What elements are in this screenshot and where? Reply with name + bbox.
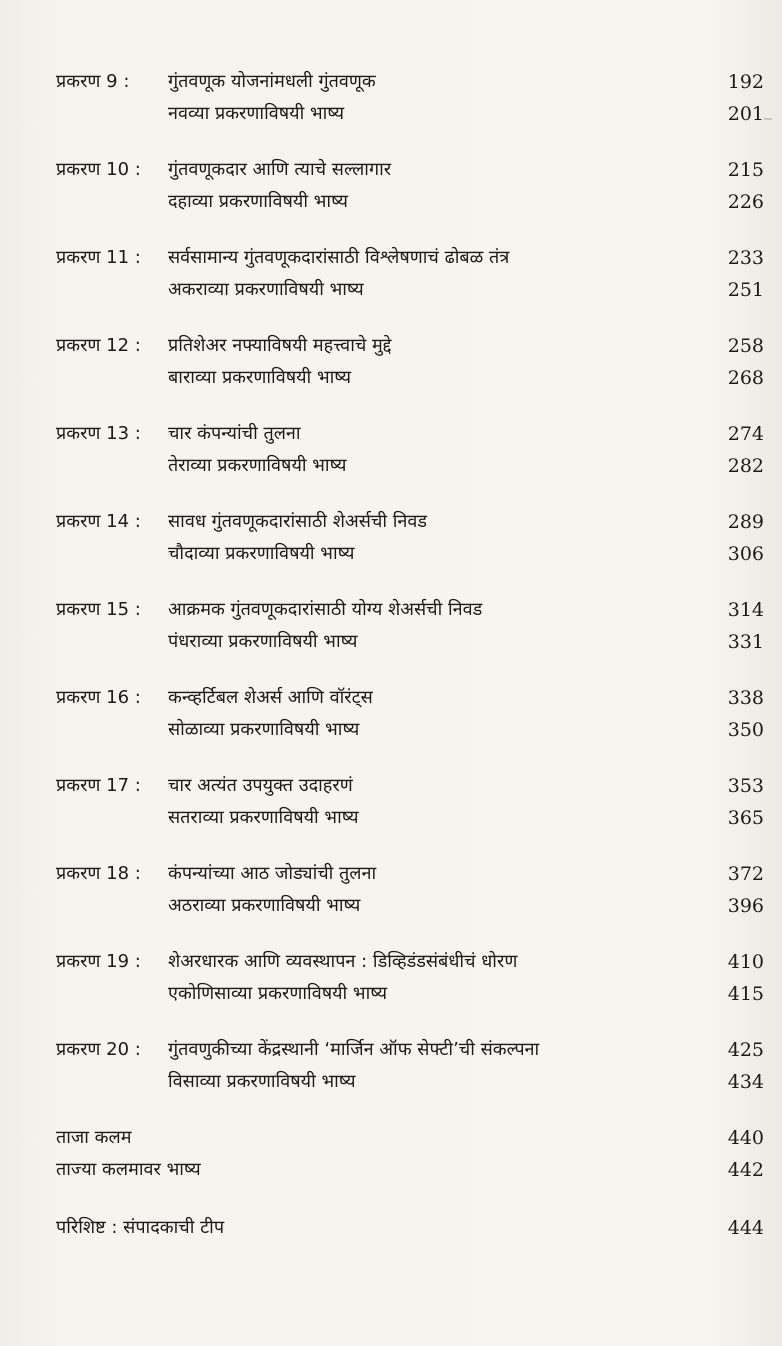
chapter-title: गुंतवणूकदार आणि त्याचे सल्लागार <box>168 159 392 180</box>
chapter-page-number: 353 <box>727 775 764 797</box>
page-blemish <box>764 118 772 120</box>
toc-entry-chapter-12 <box>56 330 764 394</box>
postscript-commentary-page-number: 442 <box>727 1159 764 1181</box>
appendix-row[interactable] <box>56 1212 764 1244</box>
chapter-label: प्रकरण 14 : <box>56 511 141 532</box>
commentary-title: पंधराव्या प्रकरणाविषयी भाष्य <box>168 631 358 652</box>
commentary-title: चौदाव्या प्रकरणाविषयी भाष्य <box>168 543 355 564</box>
chapter-title: प्रतिशेअर नफ्याविषयी महत्त्वाचे मुद्दे <box>168 335 392 356</box>
toc-entry-chapter-20 <box>56 1034 764 1098</box>
chapter-page-number: 215 <box>727 159 764 181</box>
postscript-page-number: 440 <box>727 1127 764 1149</box>
toc-entry-chapter-15 <box>56 594 764 658</box>
commentary-title: दहाव्या प्रकरणाविषयी भाष्य <box>168 191 348 212</box>
commentary-row[interactable] <box>56 538 764 570</box>
toc-entry-chapter-9 <box>56 66 764 130</box>
chapter-row[interactable] <box>56 242 764 274</box>
commentary-page-number: 396 <box>727 895 764 917</box>
chapter-label: प्रकरण 20 : <box>56 1039 141 1060</box>
toc-entry-chapter-14 <box>56 506 764 570</box>
postscript-row[interactable] <box>56 1122 764 1154</box>
postscript-title: ताजा कलम <box>56 1127 132 1148</box>
commentary-page-number: 282 <box>727 455 764 477</box>
chapter-row[interactable] <box>56 946 764 978</box>
chapter-row[interactable] <box>56 154 764 186</box>
chapter-title: गुंतवणूक योजनांमधली गुंतवणूक <box>168 71 376 92</box>
chapter-label: प्रकरण 13 : <box>56 423 141 444</box>
chapter-label: प्रकरण 11 : <box>56 247 141 268</box>
commentary-title: एकोणिसाव्या प्रकरणाविषयी भाष्य <box>168 983 388 1004</box>
toc-entry-chapter-17 <box>56 770 764 834</box>
chapter-row[interactable] <box>56 66 764 98</box>
chapter-title: गुंतवणुकीच्या केंद्रस्थानी ‘मार्जिन ऑफ सेफ्टी’ची संकल्पना <box>168 1039 540 1060</box>
chapter-row[interactable] <box>56 682 764 714</box>
commentary-title: तेराव्या प्रकरणाविषयी भाष्य <box>168 455 347 476</box>
commentary-row[interactable] <box>56 802 764 834</box>
chapter-title: आक्रमक गुंतवणूकदारांसाठी योग्य शेअर्सची निवड <box>168 599 483 620</box>
commentary-title: नवव्या प्रकरणाविषयी भाष्य <box>168 103 345 124</box>
commentary-page-number: 306 <box>727 543 764 565</box>
appendix-title: परिशिष्ट : संपादकाची टीप <box>56 1217 225 1238</box>
commentary-row[interactable] <box>56 98 764 130</box>
chapter-title: चार अत्यंत उपयुक्त उदाहरणं <box>168 775 353 796</box>
chapter-row[interactable] <box>56 418 764 450</box>
toc-entry-chapter-18 <box>56 858 764 922</box>
chapter-label: प्रकरण 16 : <box>56 687 141 708</box>
toc-extras <box>56 1122 764 1186</box>
chapter-page-number: 192 <box>727 71 764 93</box>
toc-entry-chapter-19 <box>56 946 764 1010</box>
commentary-page-number: 350 <box>727 719 764 741</box>
chapter-page-number: 258 <box>727 335 764 357</box>
commentary-row[interactable] <box>56 362 764 394</box>
toc-entry-chapter-16 <box>56 682 764 746</box>
toc-entry-chapter-11 <box>56 242 764 306</box>
commentary-row[interactable] <box>56 450 764 482</box>
commentary-row[interactable] <box>56 978 764 1010</box>
chapter-page-number: 314 <box>727 599 764 621</box>
commentary-row[interactable] <box>56 714 764 746</box>
commentary-page-number: 415 <box>727 983 764 1005</box>
postscript-commentary-row[interactable] <box>56 1154 764 1186</box>
postscript-commentary-title: ताज्या कलमावर भाष्य <box>56 1159 201 1180</box>
commentary-title: विसाव्या प्रकरणाविषयी भाष्य <box>168 1071 356 1092</box>
chapter-label: प्रकरण 15 : <box>56 599 141 620</box>
chapter-row[interactable] <box>56 506 764 538</box>
commentary-page-number: 434 <box>727 1071 764 1093</box>
chapter-label: प्रकरण 19 : <box>56 951 141 972</box>
chapter-label: प्रकरण 10 : <box>56 159 141 180</box>
chapter-label: प्रकरण 17 : <box>56 775 141 796</box>
chapter-label: प्रकरण 12 : <box>56 335 141 356</box>
chapter-row[interactable] <box>56 770 764 802</box>
chapter-title: सावध गुंतवणूकदारांसाठी शेअर्सची निवड <box>168 511 428 532</box>
table-of-contents <box>56 66 764 1244</box>
chapter-page-number: 274 <box>727 423 764 445</box>
chapter-title: कंपन्यांच्या आठ जोड्यांची तुलना <box>168 863 377 884</box>
chapter-row[interactable] <box>56 1034 764 1066</box>
chapter-title: चार कंपन्यांची तुलना <box>168 423 301 444</box>
commentary-page-number: 268 <box>727 367 764 389</box>
toc-entry-chapter-10 <box>56 154 764 218</box>
toc-appendix <box>56 1212 764 1244</box>
commentary-title: बाराव्या प्रकरणाविषयी भाष्य <box>168 367 352 388</box>
toc-entry-chapter-13 <box>56 418 764 482</box>
commentary-row[interactable] <box>56 274 764 306</box>
chapter-page-number: 372 <box>727 863 764 885</box>
commentary-title: सतराव्या प्रकरणाविषयी भाष्य <box>168 807 359 828</box>
commentary-title: अठराव्या प्रकरणाविषयी भाष्य <box>168 895 361 916</box>
commentary-row[interactable] <box>56 626 764 658</box>
chapter-title: शेअरधारक आणि व्यवस्थापन : डिव्हिडंडसंबंधीचं धोरण <box>168 951 518 972</box>
chapter-page-number: 410 <box>727 951 764 973</box>
chapter-title: सर्वसामान्य गुंतवणूकदारांसाठी विश्लेषणाचं ढोबळ तंत्र <box>168 247 510 268</box>
commentary-row[interactable] <box>56 186 764 218</box>
chapter-label: प्रकरण 9 : <box>56 71 130 92</box>
commentary-row[interactable] <box>56 1066 764 1098</box>
commentary-title: अकराव्या प्रकरणाविषयी भाष्य <box>168 279 364 300</box>
chapter-label: प्रकरण 18 : <box>56 863 141 884</box>
commentary-page-number: 251 <box>727 279 764 301</box>
chapter-page-number: 233 <box>727 247 764 269</box>
appendix-page-number: 444 <box>727 1217 764 1239</box>
chapter-page-number: 289 <box>727 511 764 533</box>
commentary-page-number: 331 <box>727 631 764 653</box>
chapter-page-number: 425 <box>727 1039 764 1061</box>
chapter-row[interactable] <box>56 594 764 626</box>
chapter-page-number: 338 <box>727 687 764 709</box>
commentary-row[interactable] <box>56 890 764 922</box>
commentary-page-number: 201 <box>727 103 764 125</box>
commentary-page-number: 226 <box>727 191 764 213</box>
chapter-row[interactable] <box>56 330 764 362</box>
chapter-row[interactable] <box>56 858 764 890</box>
commentary-title: सोळाव्या प्रकरणाविषयी भाष्य <box>168 719 360 740</box>
chapter-title: कन्व्हर्टिबल शेअर्स आणि वॉरंट्स <box>168 687 373 708</box>
commentary-page-number: 365 <box>727 807 764 829</box>
